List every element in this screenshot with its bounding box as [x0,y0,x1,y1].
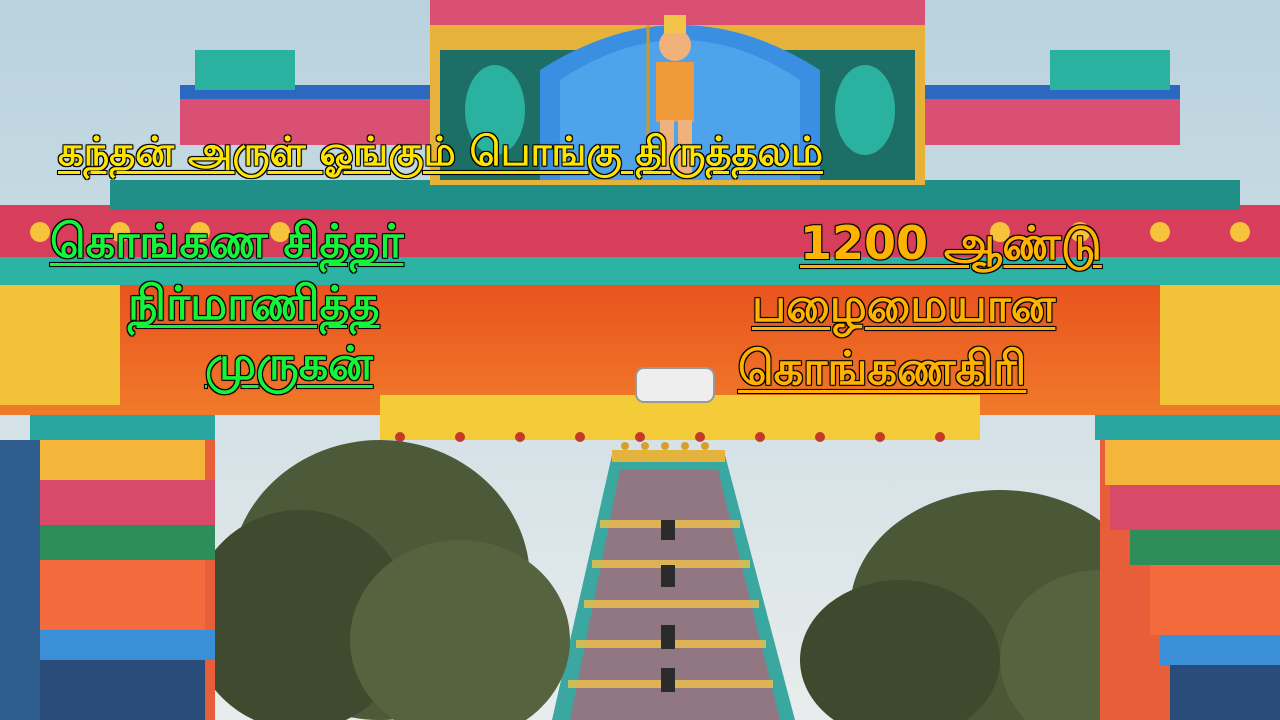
left-caption-line-2: நிர்மாணித்த [128,276,380,330]
left-pillar [0,410,215,720]
right-caption-line-2: பழைமையான [752,278,1056,332]
left-caption-line-3: முருகன் [205,336,373,390]
right-caption-line-1: 1200 ஆண்டு [800,216,1102,270]
right-pillar [1095,410,1280,720]
left-caption-line-1: கொங்கண சித்தர் [50,214,404,268]
headline-caption: கந்தன் அருள் ஓங்கும் பொங்கு திருத்தலம் [58,129,823,175]
right-caption-line-3: கொங்கணகிரி [738,341,1027,395]
